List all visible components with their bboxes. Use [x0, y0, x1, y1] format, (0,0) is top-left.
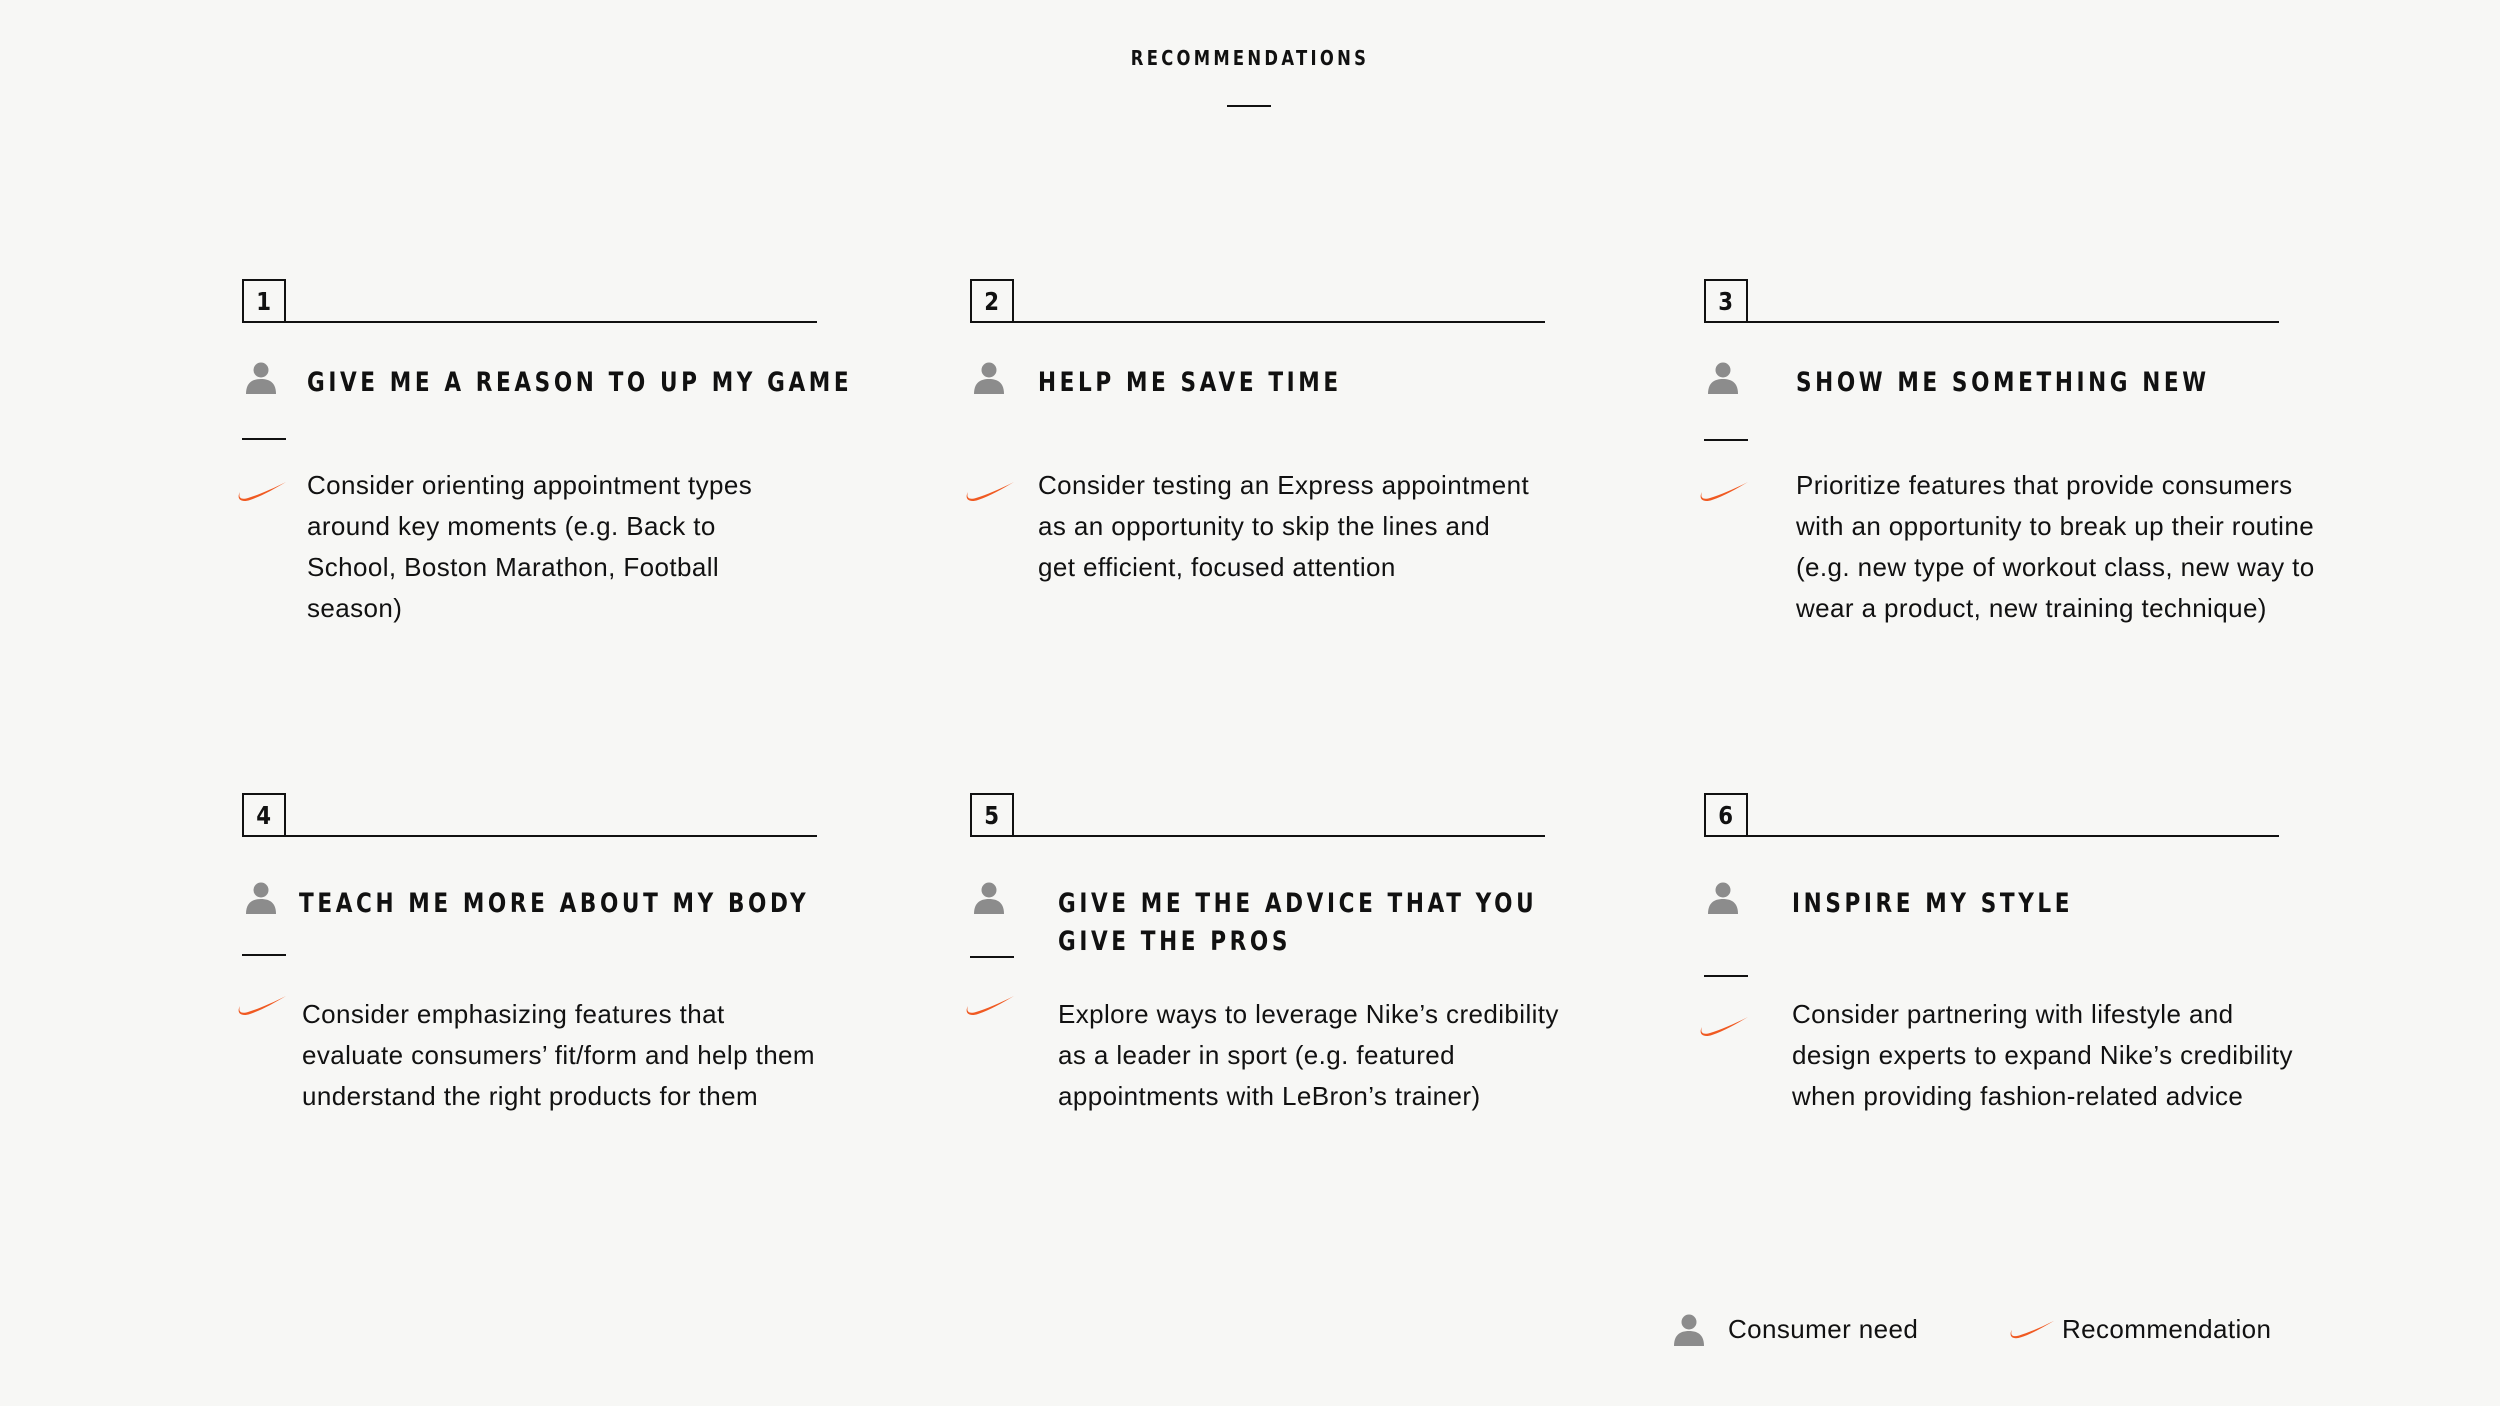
card-number: 6: [1718, 800, 1734, 830]
card-number-box: [1704, 279, 1748, 323]
legend: [1670, 1310, 2290, 1350]
recommendation-text: Consider emphasizing features that evaluate consumers’ fit/form and help them understand the right products for them: [302, 999, 815, 1111]
consumer-need-title: GIVE ME THE ADVICE THAT YOU GIVE THE PROS: [1058, 888, 1538, 957]
consumer-need-title: SHOW ME SOMETHING NEW: [1796, 367, 2210, 398]
swoosh-icon: [238, 480, 288, 502]
recommendation-card-1: [242, 279, 962, 699]
card-number-box: [970, 793, 1014, 837]
legend-recommendation: [2010, 1310, 2300, 1350]
recommendation-text: Prioritize features that provide consumers with an opportunity to break up their routine (e.g. new type of workout class, new way to wear a product, new training technique): [1796, 470, 2315, 623]
recommendation-text: Consider partnering with lifestyle and design experts to expand Nike’s credibility when providing fashion-related advice: [1792, 999, 2293, 1111]
need-divider: [970, 956, 1014, 958]
person-icon: [244, 361, 278, 395]
need-divider: [242, 954, 286, 956]
card-number-rule: [286, 321, 817, 323]
person-icon: [1706, 881, 1740, 915]
recommendation-card-6: [1704, 793, 2424, 1213]
page-title: RECOMMENDATIONS: [1130, 46, 1370, 70]
card-number-rule: [1014, 835, 1545, 837]
recommendation-text: Explore ways to leverage Nike’s credibility as a leader in sport (e.g. featured appointments with LeBron’s trainer): [1058, 999, 1559, 1111]
card-number: 3: [1718, 286, 1734, 316]
person-icon: [1706, 361, 1740, 395]
card-number-rule: [1748, 321, 2279, 323]
recommendation-text: Consider testing an Express appointment as an opportunity to skip the lines and get efficient, focused attention: [1038, 470, 1530, 582]
card-number-box: [242, 793, 286, 837]
swoosh-icon: [238, 994, 288, 1016]
recommendation-card-5: [970, 793, 1690, 1213]
swoosh-icon: [1700, 480, 1750, 502]
consumer-need-title: GIVE ME A REASON TO UP MY GAME: [307, 367, 853, 398]
swoosh-icon: [2010, 1318, 2056, 1340]
card-number: 4: [256, 800, 272, 830]
swoosh-icon: [966, 480, 1016, 502]
need-divider: [1704, 975, 1748, 977]
need-divider: [1704, 439, 1748, 441]
card-number-rule: [1014, 321, 1545, 323]
swoosh-icon: [966, 994, 1016, 1016]
card-number-box: [970, 279, 1014, 323]
card-number-box: [1704, 793, 1748, 837]
recommendation-text: Consider orienting appointment types around key moments (e.g. Back to School, Boston Marathon, Football season): [307, 470, 753, 623]
consumer-need-title: INSPIRE MY STYLE: [1792, 888, 2074, 919]
card-number: 5: [984, 800, 1000, 830]
recommendation-card-2: [970, 279, 1690, 699]
consumer-need-title: TEACH ME MORE ABOUT MY BODY: [299, 888, 810, 919]
person-icon: [244, 881, 278, 915]
card-number-box: [242, 279, 286, 323]
legend-recommendation-label: Recommendation: [2062, 1314, 2272, 1344]
person-icon: [1672, 1313, 1706, 1347]
title-underline: [1227, 105, 1271, 107]
recommendation-card-4: [242, 793, 962, 1213]
need-divider: [242, 438, 286, 440]
card-number-rule: [286, 835, 817, 837]
card-number: 2: [984, 286, 1000, 316]
card-number: 1: [256, 286, 272, 316]
swoosh-icon: [1700, 1015, 1750, 1037]
card-number-rule: [1748, 835, 2279, 837]
person-icon: [972, 881, 1006, 915]
recommendation-card-3: [1704, 279, 2424, 699]
legend-consumer-need: [1670, 1310, 1970, 1350]
consumer-need-title: HELP ME SAVE TIME: [1038, 367, 1342, 398]
person-icon: [972, 361, 1006, 395]
legend-consumer-need-label: Consumer need: [1728, 1314, 1919, 1344]
